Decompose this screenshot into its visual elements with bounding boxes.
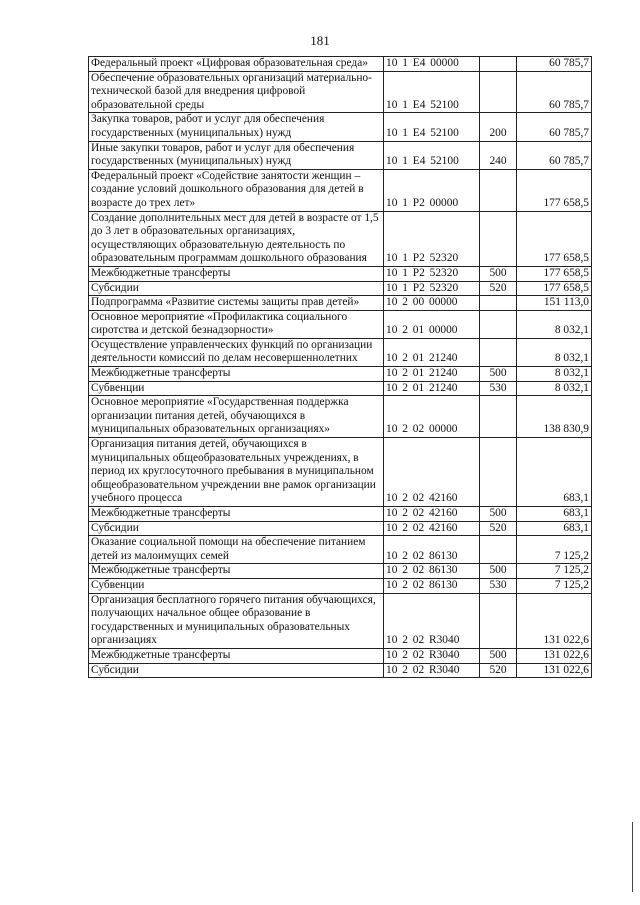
row-amount-cell: 683,1 bbox=[517, 521, 592, 536]
row-name-cell: Федеральный проект «Содействие занятости женщин – создание условий дошкольного образования для детей в возрасте до трех лет» bbox=[89, 169, 384, 211]
row-expense-type-cell bbox=[480, 338, 517, 366]
table-row bbox=[89, 396, 592, 438]
row-amount-cell: 8 032,1 bbox=[517, 381, 592, 396]
row-name-cell: Субсидии bbox=[89, 663, 384, 678]
row-code-cell: 10 2 01 21240 bbox=[384, 381, 480, 396]
row-expense-type-cell: 530 bbox=[480, 578, 517, 593]
row-expense-type-cell bbox=[480, 438, 517, 507]
row-name-cell: Субсидии bbox=[89, 281, 384, 296]
row-expense-type-cell: 520 bbox=[480, 281, 517, 296]
table-row bbox=[89, 381, 592, 396]
row-code-cell: 10 1 E4 52100 bbox=[384, 141, 480, 169]
row-code-cell: 10 2 02 42160 bbox=[384, 507, 480, 522]
row-amount-cell: 177 658,5 bbox=[517, 266, 592, 281]
row-amount-cell: 138 830,9 bbox=[517, 396, 592, 438]
row-amount-cell: 151 113,0 bbox=[517, 296, 592, 311]
table-row bbox=[89, 211, 592, 266]
table-row bbox=[89, 141, 592, 169]
row-expense-type-cell: 530 bbox=[480, 381, 517, 396]
row-expense-type-cell: 500 bbox=[480, 367, 517, 382]
row-expense-type-cell: 500 bbox=[480, 507, 517, 522]
table-row bbox=[89, 266, 592, 281]
row-name-cell: Создание дополнительных мест для детей в возрасте от 1,5 до 3 лет в образовательных организациях, осуществляющих образовательную деятельность по образовательным программам дошкольного образования bbox=[89, 211, 384, 266]
row-name-cell: Субсидии bbox=[89, 521, 384, 536]
row-code-cell: 10 2 02 86130 bbox=[384, 564, 480, 579]
row-expense-type-cell: 520 bbox=[480, 521, 517, 536]
row-name-cell: Иные закупки товаров, работ и услуг для обеспечения государственных (муниципальных) нужд bbox=[89, 141, 384, 169]
row-expense-type-cell: 500 bbox=[480, 564, 517, 579]
table-row bbox=[89, 663, 592, 678]
row-expense-type-cell: 520 bbox=[480, 663, 517, 678]
row-code-cell: 10 2 00 00000 bbox=[384, 296, 480, 311]
row-amount-cell: 131 022,6 bbox=[517, 663, 592, 678]
row-name-cell: Организация бесплатного горячего питания обучающихся, получающих начальное общее образование в государственных и муниципальных образовательных организациях bbox=[89, 593, 384, 648]
row-expense-type-cell bbox=[480, 169, 517, 211]
row-amount-cell: 7 125,2 bbox=[517, 564, 592, 579]
row-code-cell: 10 2 02 R3040 bbox=[384, 648, 480, 663]
row-name-cell: Закупка товаров, работ и услуг для обеспечения государственных (муниципальных) нужд bbox=[89, 113, 384, 141]
row-amount-cell: 7 125,2 bbox=[517, 578, 592, 593]
row-code-cell: 10 2 02 42160 bbox=[384, 438, 480, 507]
row-name-cell: Основное мероприятие «Государственная поддержка организации питания детей, обучающихся в муниципальных образовательных организациях» bbox=[89, 396, 384, 438]
row-name-cell: Межбюджетные трансферты bbox=[89, 564, 384, 579]
scan-edge-line bbox=[632, 822, 633, 892]
row-amount-cell: 683,1 bbox=[517, 438, 592, 507]
row-amount-cell: 60 785,7 bbox=[517, 113, 592, 141]
row-name-cell: Межбюджетные трансферты bbox=[89, 266, 384, 281]
row-code-cell: 10 1 P2 52320 bbox=[384, 266, 480, 281]
row-expense-type-cell: 500 bbox=[480, 648, 517, 663]
table-row bbox=[89, 578, 592, 593]
row-code-cell: 10 2 02 42160 bbox=[384, 521, 480, 536]
budget-table-body bbox=[89, 57, 592, 678]
table-row bbox=[89, 536, 592, 564]
row-name-cell: Федеральный проект «Цифровая образовательная среда» bbox=[89, 57, 384, 72]
row-amount-cell: 131 022,6 bbox=[517, 593, 592, 648]
table-row bbox=[89, 113, 592, 141]
table-row bbox=[89, 57, 592, 72]
row-amount-cell: 177 658,5 bbox=[517, 169, 592, 211]
table-row bbox=[89, 310, 592, 338]
table-row bbox=[89, 593, 592, 648]
row-expense-type-cell bbox=[480, 396, 517, 438]
row-code-cell: 10 2 01 00000 bbox=[384, 310, 480, 338]
row-expense-type-cell bbox=[480, 71, 517, 113]
row-name-cell: Оказание социальной помощи на обеспечение питанием детей из малоимущих семей bbox=[89, 536, 384, 564]
table-row bbox=[89, 281, 592, 296]
row-name-cell: Осуществление управленческих функций по организации деятельности комиссий по делам несовершеннолетних bbox=[89, 338, 384, 366]
table-row bbox=[89, 367, 592, 382]
row-amount-cell: 131 022,6 bbox=[517, 648, 592, 663]
table-row bbox=[89, 521, 592, 536]
row-name-cell: Межбюджетные трансферты bbox=[89, 367, 384, 382]
table-row bbox=[89, 296, 592, 311]
table-row bbox=[89, 648, 592, 663]
row-code-cell: 10 1 P2 00000 bbox=[384, 169, 480, 211]
row-expense-type-cell bbox=[480, 536, 517, 564]
row-code-cell: 10 2 02 86130 bbox=[384, 536, 480, 564]
row-name-cell: Организация питания детей, обучающихся в муниципальных общеобразовательных учреждениях, в период их круглосуточного пребывания в муниципальном общеобразовательном учреждении вне рамок организации учебного процесса bbox=[89, 438, 384, 507]
row-amount-cell: 8 032,1 bbox=[517, 367, 592, 382]
row-expense-type-cell bbox=[480, 57, 517, 72]
row-amount-cell: 60 785,7 bbox=[517, 141, 592, 169]
table-row bbox=[89, 71, 592, 113]
row-name-cell: Обеспечение образовательных организаций материально-технической базой для внедрения цифровой образовательной среды bbox=[89, 71, 384, 113]
row-amount-cell: 177 658,5 bbox=[517, 211, 592, 266]
row-code-cell: 10 2 02 R3040 bbox=[384, 593, 480, 648]
row-expense-type-cell bbox=[480, 211, 517, 266]
row-code-cell: 10 2 02 00000 bbox=[384, 396, 480, 438]
row-name-cell: Основное мероприятие «Профилактика социального сиротства и детской безнадзорности» bbox=[89, 310, 384, 338]
row-code-cell: 10 1 E4 52100 bbox=[384, 113, 480, 141]
row-name-cell: Подпрограмма «Развитие системы защиты прав детей» bbox=[89, 296, 384, 311]
row-expense-type-cell bbox=[480, 593, 517, 648]
budget-table bbox=[88, 56, 592, 678]
row-expense-type-cell: 500 bbox=[480, 266, 517, 281]
row-amount-cell: 683,1 bbox=[517, 507, 592, 522]
row-amount-cell: 8 032,1 bbox=[517, 338, 592, 366]
row-name-cell: Субвенции bbox=[89, 578, 384, 593]
row-expense-type-cell: 240 bbox=[480, 141, 517, 169]
row-amount-cell: 177 658,5 bbox=[517, 281, 592, 296]
table-row bbox=[89, 169, 592, 211]
row-amount-cell: 60 785,7 bbox=[517, 71, 592, 113]
row-name-cell: Субвенции bbox=[89, 381, 384, 396]
row-code-cell: 10 2 01 21240 bbox=[384, 338, 480, 366]
table-row bbox=[89, 438, 592, 507]
row-expense-type-cell bbox=[480, 310, 517, 338]
row-expense-type-cell bbox=[480, 296, 517, 311]
page-number: 181 bbox=[310, 33, 330, 48]
row-name-cell: Межбюджетные трансферты bbox=[89, 648, 384, 663]
table-row bbox=[89, 564, 592, 579]
row-amount-cell: 8 032,1 bbox=[517, 310, 592, 338]
row-code-cell: 10 2 02 R3040 bbox=[384, 663, 480, 678]
row-expense-type-cell: 200 bbox=[480, 113, 517, 141]
row-code-cell: 10 1 P2 52320 bbox=[384, 281, 480, 296]
row-code-cell: 10 1 P2 52320 bbox=[384, 211, 480, 266]
row-amount-cell: 60 785,7 bbox=[517, 57, 592, 72]
table-row bbox=[89, 507, 592, 522]
row-code-cell: 10 2 01 21240 bbox=[384, 367, 480, 382]
row-code-cell: 10 1 E4 00000 bbox=[384, 57, 480, 72]
row-code-cell: 10 2 02 86130 bbox=[384, 578, 480, 593]
row-name-cell: Межбюджетные трансферты bbox=[89, 507, 384, 522]
row-amount-cell: 7 125,2 bbox=[517, 536, 592, 564]
table-row bbox=[89, 338, 592, 366]
row-code-cell: 10 1 E4 52100 bbox=[384, 71, 480, 113]
